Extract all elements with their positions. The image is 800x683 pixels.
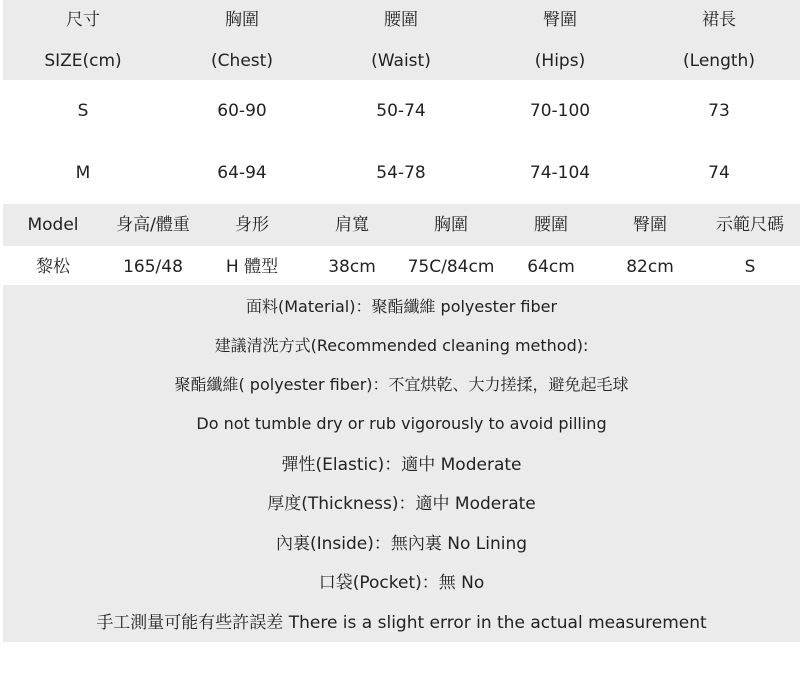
demo-size-header: 示範尺碼 [716,215,784,235]
pocket-line: 口袋(Pocket)：無 No [318,573,485,593]
size-cell: M [75,163,91,183]
material-line: 面料(Material)：聚酯纖維 polyester fiber [245,297,558,316]
cleaning-en: Do not tumble dry or rub vigorously to avoid pilling [196,414,607,433]
chest-cell: 64-94 [217,163,267,183]
model-hips: 82cm [626,257,674,277]
chest-header: 胸圍 [434,215,468,235]
hips-header-en: (Hips) [534,51,586,71]
cleaning-title: 建議清洗方式(Recommended cleaning method): [214,336,589,355]
height-weight-header: 身高/體重 [116,215,190,235]
chest-header-zh: 胸圍 [225,10,259,30]
waist-header-en: (Waist) [371,51,431,71]
model-header: Model [27,215,79,235]
waist-cell: 50-74 [376,101,426,121]
model-body-shape: H 體型 [225,257,279,277]
hips-cell: 70-100 [529,101,591,121]
elastic-line: 彈性(Elastic)：適中 Moderate [281,455,522,475]
model-name: 黎松 [36,257,70,277]
hips-header: 臀圍 [633,215,667,235]
fabric-care-panel [3,285,800,642]
model-demo-size: S [744,257,756,277]
size-header-zh: 尺寸 [66,10,100,30]
inside-line: 內裏(Inside)：無內裏 No Lining [275,534,528,554]
length-cell: 73 [708,101,730,121]
waist-cell: 54-78 [376,163,426,183]
length-header-en: (Length) [683,51,755,71]
body-shape-header: 身形 [235,215,269,235]
hips-cell: 74-104 [529,163,591,183]
measurement-note: 手工測量可能有些許誤差 There is a slight error in the actual measurement [96,613,707,633]
hips-header-zh: 臀圍 [543,10,577,30]
chest-cell: 60-90 [217,101,267,121]
model-chest: 75C/84cm [407,257,495,277]
model-waist: 64cm [527,257,575,277]
length-header-zh: 裙長 [702,10,736,30]
model-height-weight: 165/48 [123,257,183,277]
size-cell: S [77,101,89,121]
length-cell: 74 [708,163,730,183]
waist-header: 腰圍 [534,215,568,235]
thickness-line: 厚度(Thickness)：適中 Moderate [267,494,536,514]
waist-header-zh: 腰圍 [384,10,418,30]
shoulder-header: 肩寬 [335,215,369,235]
size-header-en: SIZE(cm) [44,51,122,71]
model-shoulder: 38cm [328,257,376,277]
chest-header-en: (Chest) [211,51,273,71]
cleaning-zh: 聚酯纖維( polyester fiber)：不宜烘乾、大力搓揉，避免起毛球 [174,375,629,394]
